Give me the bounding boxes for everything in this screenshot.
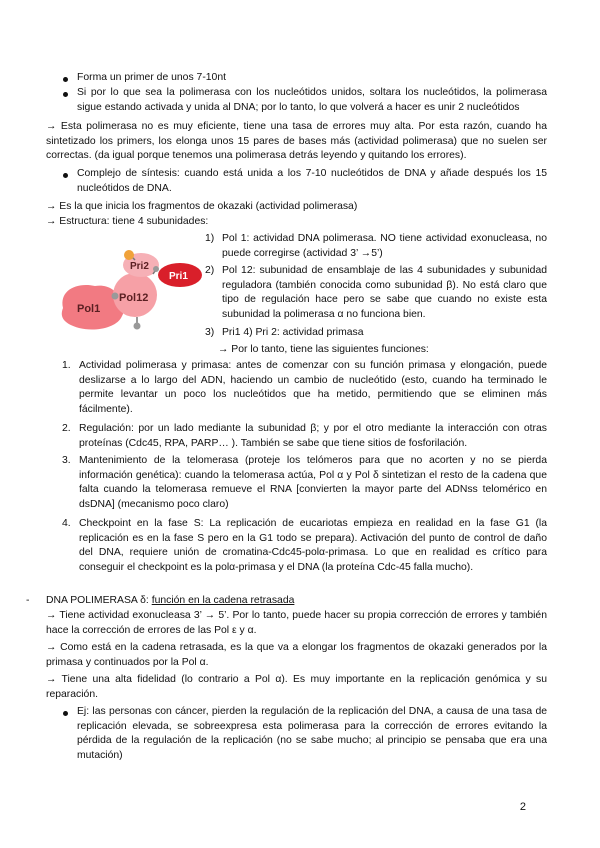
paragraph-efficiency: → Esta polimerasa no es muy eficiente, tiene una tasa de errores muy alta. Por esta razón, cuando ha sintetizado los primers, los elonga unos 15 pares de bases más (actividad polimerasa) que no suelen ser correctas. (da igual porque tenemos una polimerasa detrás leyendo y quitando los errores).	[46, 121, 547, 162]
paragraph-structure: → Estructura: tiene 4 subunidades:	[46, 216, 209, 227]
function-number: 1.	[62, 360, 71, 371]
delta-paragraph-fidelity: → Tiene una alta fidelidad (lo contrario a Pol α). Es muy importante en la replicación genómica y su reparación.	[46, 674, 547, 700]
pol-alpha-primase-diagram	[55, 238, 205, 338]
delta-bullet-cancer: Ej: las personas con cáncer, pierden la regulación de la replicación del DNA, a causa de una tasa de replicación elevada, se sobreexpresa esta polimerasa para la corrección de errores evitando la pérdida de la regulación de la replicación (no se sabe mucho; al principio se pensaba que era una mutación)	[77, 706, 547, 761]
bullet-primer: Forma un primer de unos 7-10nt	[77, 72, 227, 83]
gray-ball	[134, 323, 141, 330]
function-item: Actividad polimerasa y primasa: antes de comenzar con su función primasa y elongación, puede deslizarse a lo largo del ADN, haciendo un cambio de nucleótido (esto, cuando ha terminado le permite levantar un poco los nucleótidos que ha metido, permitiendo que se eliminen más fácilmente).	[79, 360, 547, 415]
pri1-label: Pri1	[169, 271, 188, 282]
bullet-dot	[63, 92, 68, 97]
function-item: Checkpoint en la fase S: La replicación de eucariotas empieza en realidad en la fase G1 (la replicación es en la fase S pero en la G1 todo se prepara). Activación del punto de control de daño del DNA, requiere unión de cromatina-Cdc45-polα-primasa. Lo que en realidad es crítico para conseguir el checkpoint es la polα-primasa y el DNA (la proteína Cdc-45 falla mucho).	[79, 518, 547, 573]
section-dash: -	[26, 595, 30, 606]
subunit-item: Pol 12: subunidad de ensamblaje de las 4 subunidades y subunidad reguladora (también conocida como subunidad β). No está claro que tipo de regulación hace pero se sabe que cuando no existe esta subunidad la polimerasa α no funciona bien.	[222, 265, 547, 320]
subunit-number: 3)	[205, 327, 215, 338]
page-number: 2	[519, 801, 526, 813]
functions-intro: → Por lo tanto, tiene las siguientes funciones:	[218, 344, 429, 355]
gray-ball	[153, 266, 159, 272]
subunit-number: 2)	[205, 265, 215, 276]
delta-paragraph-lagging: → Como está en la cadena retrasada, es la que va a elongar los fragmentos de okazaki generados por la primasa y continuados por la Pol α.	[46, 642, 547, 668]
function-number: 2.	[62, 423, 71, 434]
function-item: Mantenimiento de la telomerasa (proteje los telómeros para que no acorten y no se pierda información genética): cuando la telomerasa actúa, Pol α y Pol δ sintetizan el resto de la cadena que falta cuando la telomerasa remueve el RNA [convierten la mayor parte del ADNss telomérico en dsDNA] (mecanismo poco claro)	[79, 455, 547, 510]
phosphate-ball	[124, 250, 134, 260]
subunit-item: Pol 1: actividad DNA polimerasa. NO tiene actividad exonucleasa, no puede corregirse (actividad 3’ →5’)	[222, 233, 547, 259]
bullet-release: Si por lo que sea la polimerasa con los nucleótidos unidos, soltara los nucleótidos, la polimerasa sigue estando activada y unida al DNA; por lo tanto, lo que volverá a hacer es unir 2 nucleótidos	[77, 87, 547, 113]
bullet-dot	[63, 711, 68, 716]
function-item: Regulación: por un lado mediante la subunidad β; y por el otro mediante la interacción con otras proteínas (Cdc45, RPA, PARP… ). También se sabe que tiene sitios de fosforilación.	[79, 423, 547, 449]
bullet-complex: Complejo de síntesis: cuando está unida a los 7-10 nucleótidos de DNA y añade después los 15 nucleótidos de DNA.	[77, 168, 547, 194]
bullet-dot	[63, 173, 68, 178]
section-title	[46, 594, 547, 609]
pri2-label: Pri2	[130, 261, 149, 272]
delta-paragraph-exonuclease: → Tiene actividad exonucleasa 3’ → 5’. Por lo tanto, puede hacer su propia corrección de errores y también hace la corrección de errores de las Pol ε y α.	[46, 610, 547, 636]
function-number: 4.	[62, 518, 71, 529]
pol1-label: Pol1	[77, 303, 101, 315]
gray-ball	[112, 293, 119, 300]
bullet-dot	[63, 77, 68, 82]
subunit-item: Pri1 4) Pri 2: actividad primasa	[222, 327, 364, 338]
section-title-underlined: función en la cadena retrasada	[151, 595, 295, 606]
function-number: 3.	[62, 455, 71, 466]
subunit-number: 1)	[205, 233, 215, 244]
paragraph-okazaki: → Es la que inicia los fragmentos de okazaki (actividad polimerasa)	[46, 201, 358, 212]
pol12-label: Pol12	[119, 292, 149, 304]
section-title-prefix: DNA POLIMERASA δ:	[46, 595, 152, 606]
